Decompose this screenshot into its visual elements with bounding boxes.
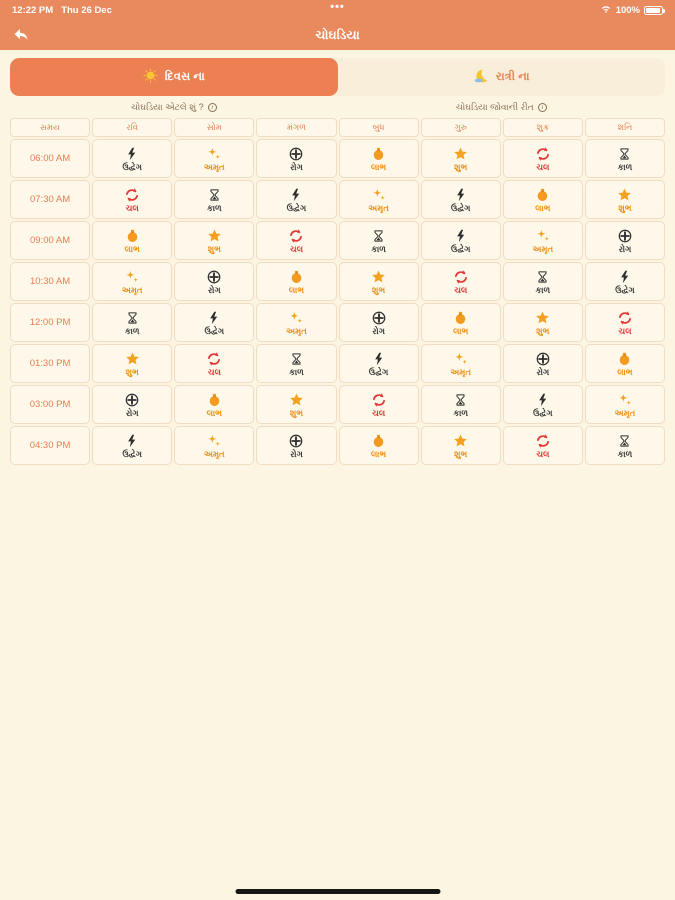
choghadiya-cell-udveg [503,385,583,424]
cycle-arrows-icon [206,350,222,367]
choghadiya-label: લાભ [453,326,469,337]
star-icon [288,391,305,408]
choghadiya-cell-amrut [421,344,501,383]
hourglass-icon [126,309,139,326]
circle-plus-icon [371,309,387,326]
status-date: Thu 26 Dec [61,4,112,16]
sparkle-icon [288,309,304,326]
sparkle-icon [453,350,469,367]
choghadiya-cell-chal [421,262,501,301]
choghadiya-cell-amrut [339,180,419,219]
lightning-icon [618,268,632,285]
choghadiya-cell-shubh [585,180,665,219]
choghadiya-label: અમૃત [368,203,389,214]
sparkle-icon [617,391,633,408]
hourglass-icon [290,350,303,367]
choghadiya-cell-chal [585,303,665,342]
status-right [600,4,663,17]
choghadiya-cell-amrut [585,385,665,424]
choghadiya-label: રોગ [372,326,385,337]
choghadiya-label: લાભ [288,285,305,296]
choghadiya-label: ચલ [536,162,550,173]
hourglass-icon [454,391,467,408]
choghadiya-cell-rog [585,221,665,260]
circle-plus-icon [535,350,551,367]
column-header-6: શુક્ર [503,118,583,137]
choghadiya-label: અમૃત [286,326,307,337]
circle-plus-icon [124,391,140,408]
table-row [10,139,665,178]
choghadiya-label: શુભ [618,203,632,214]
choghadiya-label: ચલ [618,326,632,337]
status-left [12,5,112,16]
star-icon [206,227,223,244]
choghadiya-cell-labh [174,385,254,424]
info-icon: i [538,103,547,112]
circle-plus-icon [206,268,222,285]
money-bag-icon [535,186,550,203]
choghadiya-label: શુભ [454,162,468,173]
choghadiya-cell-rog [503,344,583,383]
status-time: 12:22 PM [12,4,54,16]
time-cell: 12:00 PM [10,303,90,342]
star-icon [452,145,469,162]
choghadiya-cell-rog [339,303,419,342]
sun-icon [143,68,158,86]
tab-day-label: દિવસ ના [164,70,205,83]
tab-night-label: રાત્રી ના [495,70,530,83]
choghadiya-label: ઉદ્વેગ [368,367,389,378]
choghadiya-label: શુભ [454,449,468,460]
cycle-arrows-icon [288,227,304,244]
choghadiya-label: કાળ [289,367,304,378]
circle-plus-icon [288,432,304,449]
choghadiya-cell-shubh [256,385,336,424]
choghadiya-label: ચલ [454,285,468,296]
cycle-arrows-icon [371,391,387,408]
choghadiya-label: શુભ [536,326,550,337]
choghadiya-cell-kaal [421,385,501,424]
top-bar [0,0,675,50]
lightning-icon [454,227,468,244]
choghadiya-label: રોગ [618,244,632,255]
choghadiya-cell-chal [92,180,172,219]
choghadiya-label: કાળ [617,162,633,173]
choghadiya-label: અમૃત [204,449,225,460]
time-cell: 03:00 PM [10,385,90,424]
sparkle-icon [206,432,222,449]
info-link-how-to-read[interactable] [338,102,666,113]
choghadiya-label: રોગ [290,162,303,173]
choghadiya-label: કાળ [535,285,551,296]
money-bag-icon [125,227,140,244]
choghadiya-label: શુભ [371,285,386,296]
choghadiya-cell-shubh [92,344,172,383]
money-bag-icon [371,432,386,449]
choghadiya-cell-shubh [174,221,254,260]
choghadiya-label: રોગ [290,449,303,460]
hourglass-icon [618,145,631,162]
choghadiya-cell-labh [503,180,583,219]
choghadiya-label: ઉદ્વેગ [615,285,635,296]
info-link-what-is-choghadiya[interactable] [10,102,338,113]
choghadiya-label: ઉદ્વેગ [122,449,142,460]
table-row [10,426,665,465]
choghadiya-label: લાભ [535,203,551,214]
cycle-arrows-icon [124,186,140,203]
table-row [10,385,665,424]
choghadiya-cell-labh [585,344,665,383]
choghadiya-label: ચલ [207,367,221,378]
circle-plus-icon [617,227,633,244]
choghadiya-cell-udveg [256,180,336,219]
circle-plus-icon [288,145,304,162]
choghadiya-cell-udveg [339,344,419,383]
choghadiya-cell-labh [339,426,419,465]
choghadiya-label: ઉદ્વેગ [450,203,471,214]
home-indicator[interactable] [235,889,440,894]
column-header-1: રવિ [92,118,172,137]
choghadiya-label: ઉદ્વેગ [533,408,553,419]
choghadiya-label: ચલ [289,244,304,255]
lightning-icon [454,186,468,203]
choghadiya-cell-chal [174,344,254,383]
battery-icon [644,6,663,15]
money-bag-icon [453,309,468,326]
choghadiya-label: શુભ [125,367,139,378]
choghadiya-cell-rog [256,139,336,178]
choghadiya-cell-udveg [92,426,172,465]
choghadiya-cell-amrut [92,262,172,301]
sparkle-icon [124,268,140,285]
column-header-5: ગુરુ [421,118,501,137]
choghadiya-cell-rog [174,262,254,301]
choghadiya-cell-udveg [92,139,172,178]
star-icon [616,186,633,203]
choghadiya-cell-shubh [503,303,583,342]
star-icon [370,268,387,285]
tab-night[interactable] [338,58,666,96]
choghadiya-label: રોગ [125,408,139,419]
column-header-3: મંગળ [256,118,336,137]
lightning-icon [289,186,303,203]
cycle-arrows-icon [453,268,469,285]
table-row [10,180,665,219]
choghadiya-cell-labh [339,139,419,178]
cycle-arrows-icon [617,309,633,326]
money-bag-icon [207,391,222,408]
sparkle-icon [206,145,222,162]
money-bag-icon [371,145,386,162]
choghadiya-cell-udveg [174,303,254,342]
choghadiya-cell-amrut [256,303,336,342]
choghadiya-cell-amrut [174,426,254,465]
choghadiya-cell-shubh [421,139,501,178]
table-row [10,303,665,342]
column-header-0: સમય [10,118,90,137]
choghadiya-label: કાળ [617,449,633,460]
choghadiya-cell-rog [256,426,336,465]
choghadiya-cell-kaal [339,221,419,260]
choghadiya-label: ઉદ્વેગ [286,203,307,214]
choghadiya-cell-udveg [585,262,665,301]
info-link-label: ચોઘડિયા એટલે શું ? [130,102,204,112]
tab-bar [10,58,665,96]
battery-percent: 100% [615,4,640,16]
star-icon [452,432,469,449]
sparkle-icon [535,227,551,244]
choghadiya-cell-rog [92,385,172,424]
lightning-icon [536,391,550,408]
hourglass-icon [372,227,385,244]
choghadiya-label: ઉદ્વેગ [122,162,142,173]
choghadiya-cell-labh [256,262,336,301]
choghadiya-label: ઉદ્વેગ [204,326,225,337]
choghadiya-label: ચલ [125,203,139,214]
choghadiya-cell-shubh [339,262,419,301]
choghadiya-label: અમૃત [614,408,636,419]
lightning-icon [125,145,139,162]
choghadiya-cell-labh [421,303,501,342]
choghadiya-cell-amrut [503,221,583,260]
column-header-7: શનિ [585,118,665,137]
lightning-icon [372,350,386,367]
choghadiya-cell-chal [339,385,419,424]
choghadiya-label: લાભ [124,244,140,255]
choghadiya-label: ઉદ્વેગ [450,244,471,255]
money-bag-icon [289,268,304,285]
choghadiya-cell-amrut [174,139,254,178]
table-row [10,262,665,301]
choghadiya-cell-kaal [92,303,172,342]
table-row [10,221,665,260]
star-icon [534,309,551,326]
time-cell: 01:30 PM [10,344,90,383]
choghadiya-label: લાભ [370,162,387,173]
choghadiya-label: ચલ [371,408,386,419]
column-header-2: સોમ [174,118,254,137]
hourglass-icon [618,432,631,449]
column-header-4: બુધ [339,118,419,137]
status-bar [0,0,675,20]
choghadiya-label: ચલ [536,449,550,460]
cycle-arrows-icon [535,432,551,449]
wifi-icon [600,4,612,17]
choghadiya-cell-kaal [503,262,583,301]
time-cell: 09:00 AM [10,221,90,260]
sparkle-icon [371,186,387,203]
lightning-icon [125,432,139,449]
choghadiya-label: શુભ [207,244,221,255]
choghadiya-label: લાભ [370,449,387,460]
back-button[interactable] [10,24,32,46]
multitask-dots-icon: ••• [330,1,345,13]
info-row [10,102,665,113]
time-cell: 07:30 AM [10,180,90,219]
cycle-arrows-icon [535,145,551,162]
choghadiya-label: લાભ [617,367,633,378]
choghadiya-cell-labh [92,221,172,260]
table-header-row [10,118,665,137]
choghadiya-table [10,118,665,465]
info-link-label: ચોઘડિયા જોવાની રીત [455,102,534,112]
time-cell: 04:30 PM [10,426,90,465]
choghadiya-label: રોગ [536,367,550,378]
choghadiya-cell-chal [503,426,583,465]
choghadiya-cell-chal [256,221,336,260]
choghadiya-cell-kaal [585,426,665,465]
hourglass-icon [208,186,221,203]
lightning-icon [207,309,221,326]
choghadiya-cell-kaal [174,180,254,219]
choghadiya-label: અમૃત [450,367,471,378]
time-cell: 06:00 AM [10,139,90,178]
nav-bar [0,20,675,50]
choghadiya-label: કાળ [206,203,222,214]
choghadiya-cell-kaal [256,344,336,383]
info-icon: i [208,103,217,112]
choghadiya-label: કાળ [124,326,140,337]
choghadiya-label: કાળ [453,408,469,419]
choghadiya-cell-chal [503,139,583,178]
choghadiya-cell-shubh [421,426,501,465]
moon-icon [473,68,489,87]
hourglass-icon [536,268,549,285]
star-icon [124,350,141,367]
time-cell: 10:30 AM [10,262,90,301]
choghadiya-label: કાળ [371,244,386,255]
choghadiya-label: શુભ [289,408,304,419]
choghadiya-label: અમૃત [121,285,143,296]
choghadiya-cell-udveg [421,221,501,260]
page-title: ચોઘડિયા [315,27,360,42]
back-arrow-icon [12,26,30,44]
choghadiya-label: અમૃત [204,162,225,173]
tab-day[interactable] [10,58,338,96]
table-row [10,344,665,383]
money-bag-icon [617,350,632,367]
table-body [10,139,665,465]
choghadiya-label: રોગ [207,285,221,296]
choghadiya-cell-kaal [585,139,665,178]
choghadiya-label: લાભ [206,408,222,419]
choghadiya-cell-udveg [421,180,501,219]
choghadiya-label: અમૃત [532,244,554,255]
